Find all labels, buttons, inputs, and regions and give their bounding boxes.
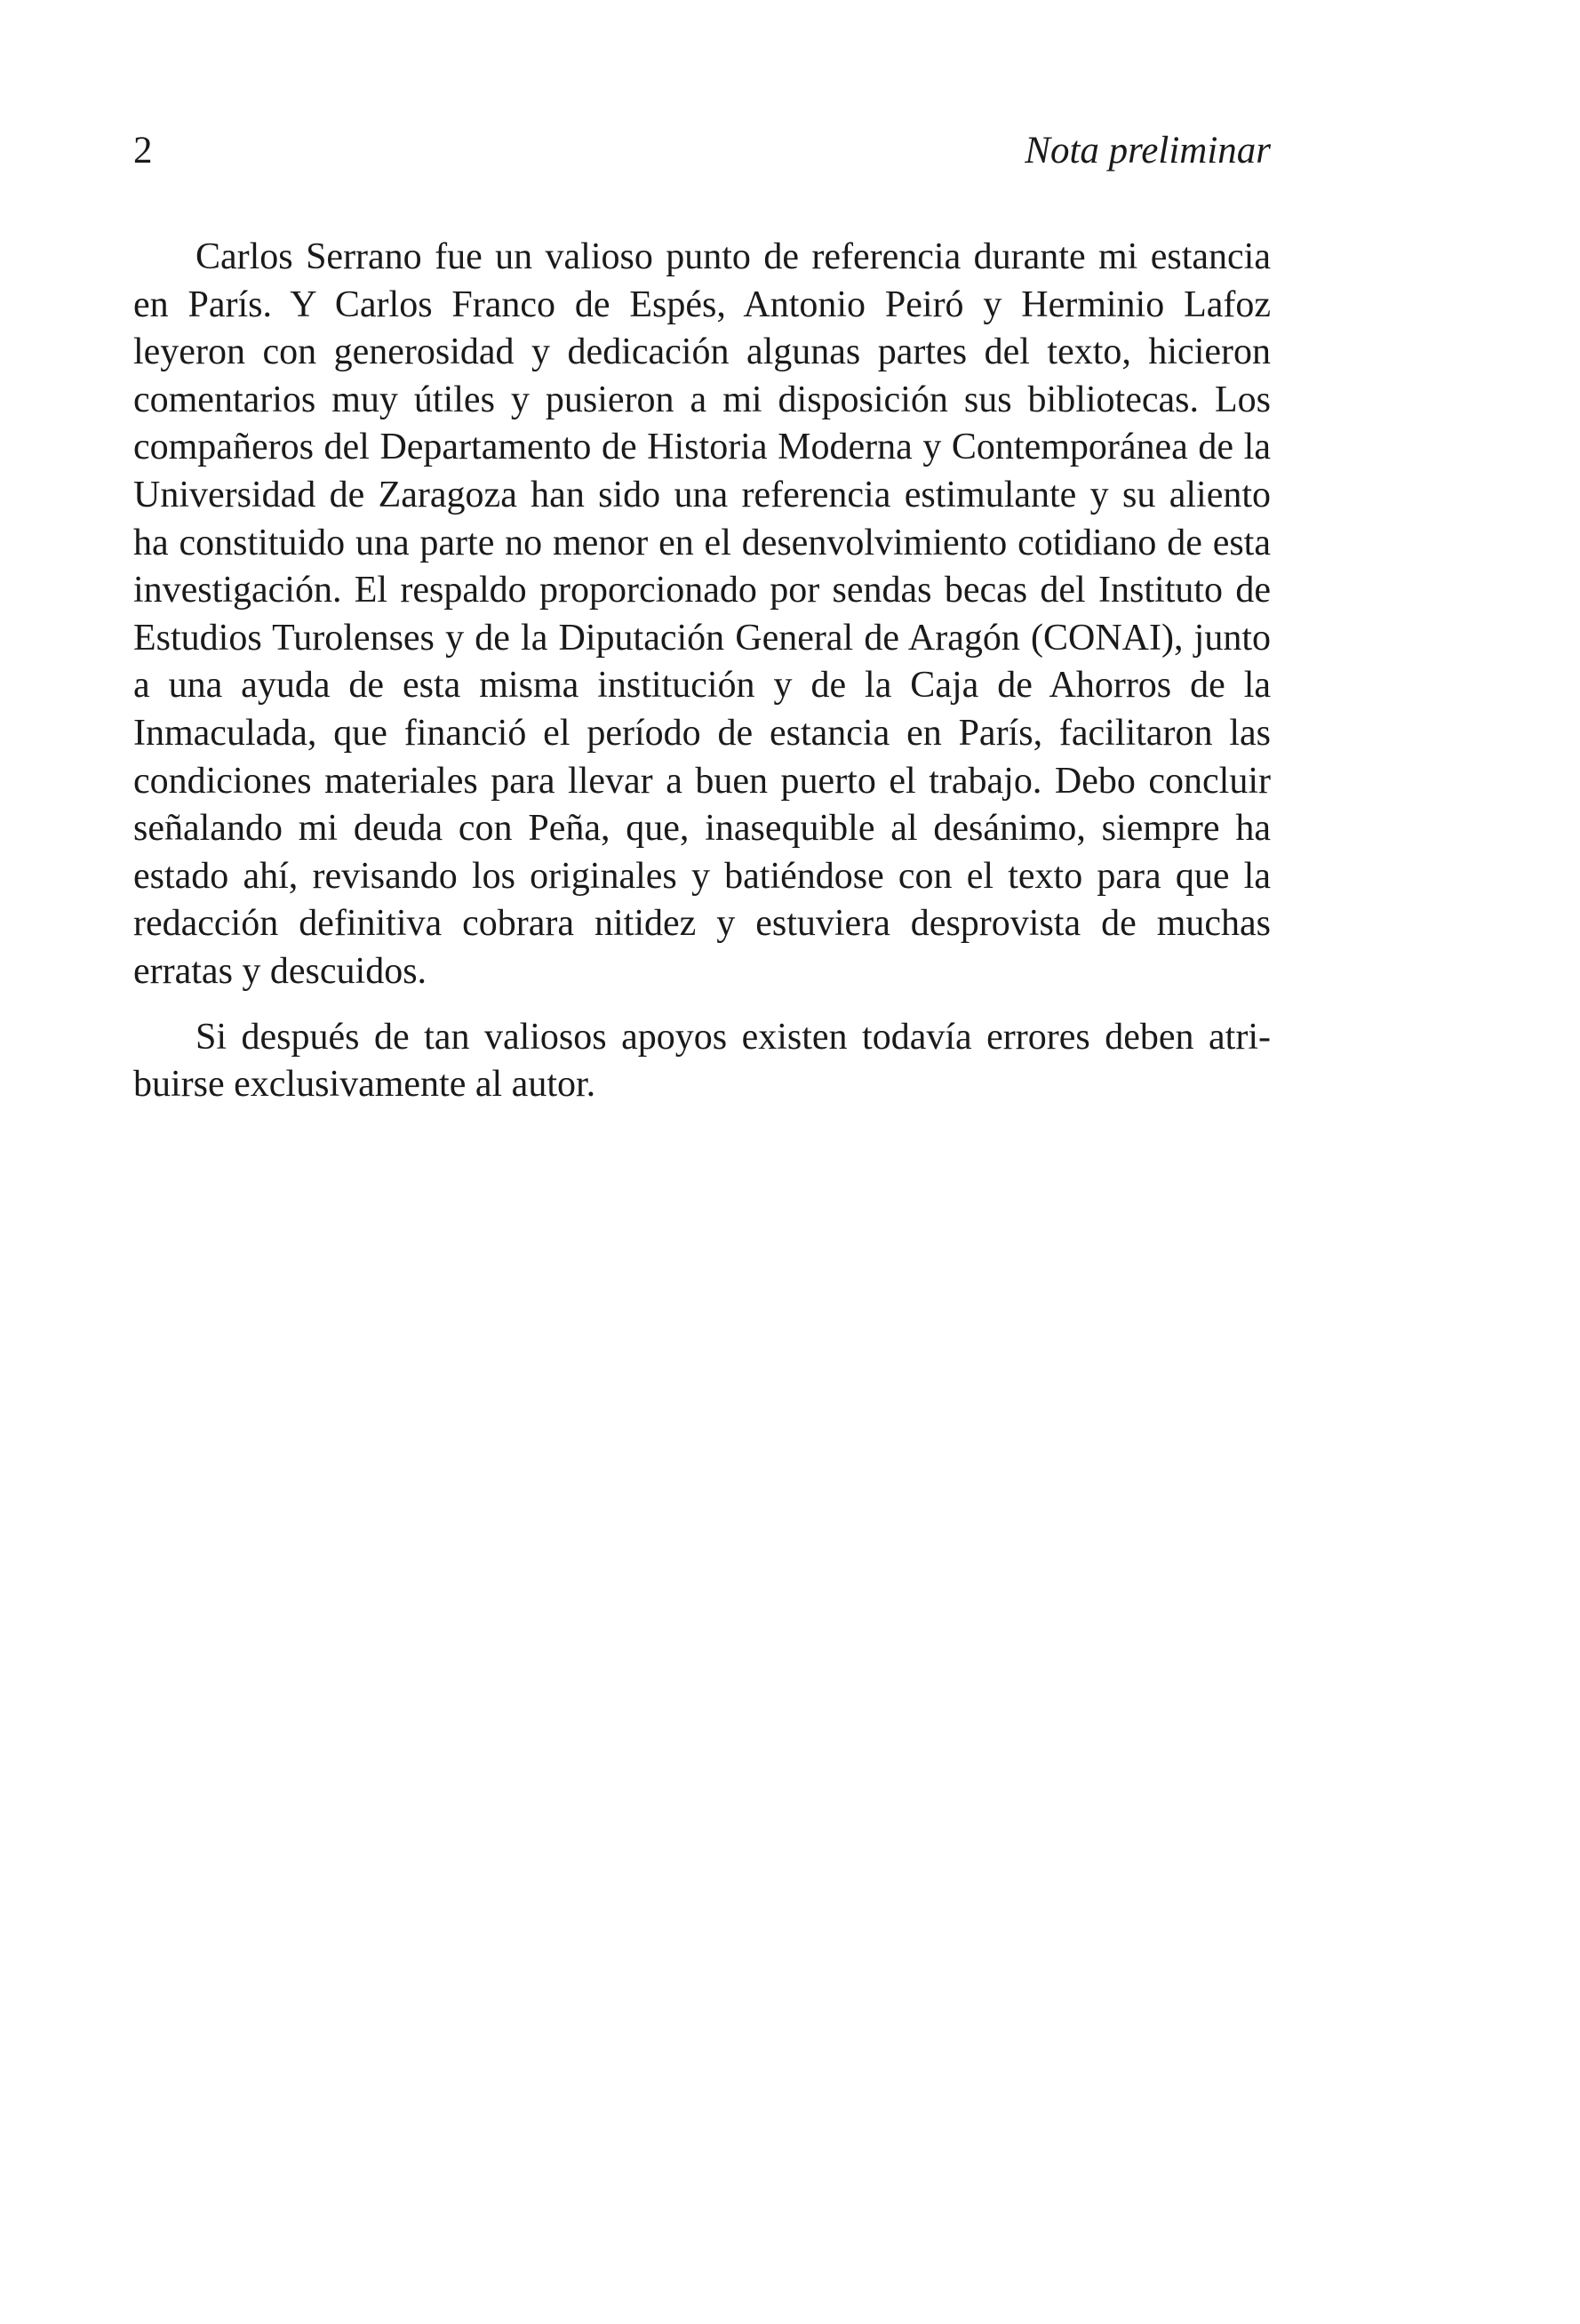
body-text — [133, 234, 1271, 1109]
paragraph-acknowledgements: Carlos Serrano fue un valioso punto de referencia durante mi estancia en París. Y Carlos Franco de Espés, Antonio Peiró y Herminio Lafoz leyeron con generosidad y dedicación algunas partes del texto, hicieron comentarios muy útiles y pusieron a mi disposición sus bibliotecas. Los compañeros del Departamento de Historia Moderna y Contemporánea de la Universidad de Zaragoza han sido una referencia estimulante y su aliento ha constituido una parte no menor en el desenvolvimiento cotidiano de esta investigación. El respaldo proporcionado por sendas becas del Instituto de Estudios Turolenses y de la Diputación General de Aragón (CONAI), junto a una ayuda de esta misma institución y de la Caja de Ahorros de la Inmaculada, que financió el período de estancia en París, facilitaron las condiciones materiales para llevar a buen puerto el trabajo. Debo concluir señalando mi deuda con Peña, que, inasequible al desánimo, siempre ha estado ahí, revisando los originales y batiéndose con el texto para que la redacción definitiva cobrara nitidez y estuviera desprovista de muchas erratas y descuidos. — [133, 236, 1271, 992]
paragraph-errors-disclaimer: Si después de tan valiosos apoyos existen todavía errores deben atribuirse exclusivamente al autor. — [133, 1016, 1271, 1106]
page-number: 2 — [133, 130, 153, 172]
running-header — [133, 124, 1271, 178]
section-title: Nota preliminar — [1025, 130, 1271, 172]
